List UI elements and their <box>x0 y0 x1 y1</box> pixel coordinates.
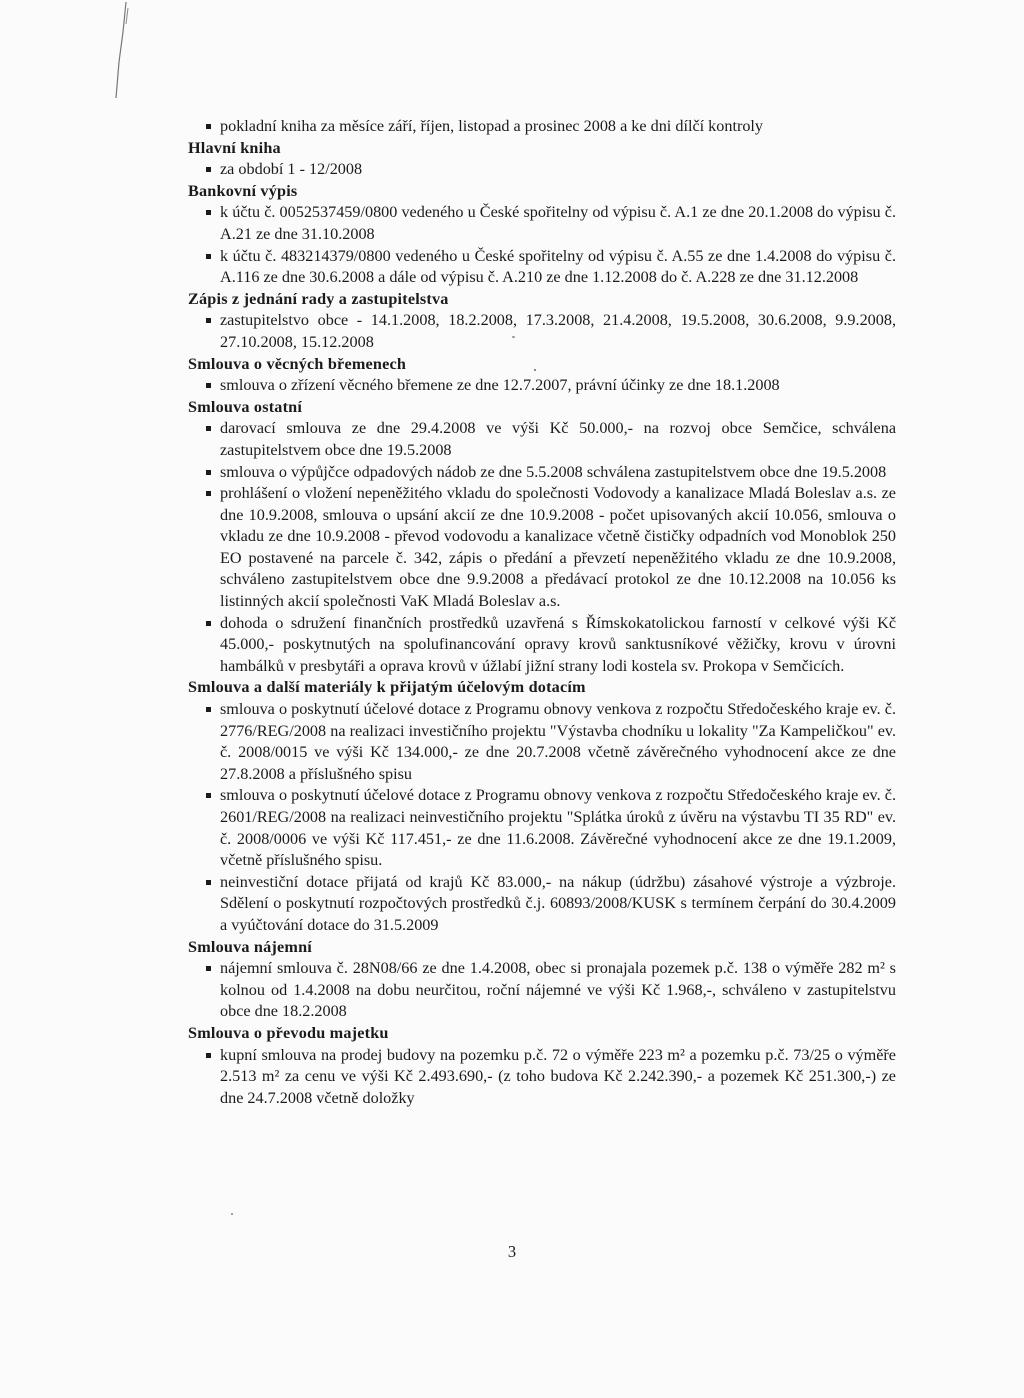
list-item <box>188 116 896 138</box>
list-item-text: prohlášení o vložení nepeněžitého vkladu do společnosti Vodovody a kanalizace Mladá Boleslav a.s. ze dne 10.9.2008, smlouva o upsání akcií ze dne 10.9.2008 - počet upisovaných akcií 10.056, smlouva o vkladu ze dne 10.9.2008 - převod vodovodu a kanalizace včetně čističky odpadních vod Monoblok 250 EO postavené na parcele č. 342, zápis o předání a převzetí nepeněžitého vkladu ze dne 10.9.2008, schváleno zastupitelstvem obce dne 9.9.2008 a předávací protokol ze dne 10.12.2008 na 10.056 ks listinných akcií společnosti VaK Mladá Boleslav a.s. <box>220 484 896 611</box>
list-item <box>188 310 896 353</box>
list-item-text: pokladní kniha za měsíce září, říjen, listopad a prosinec 2008 a ke dni dílčí kontroly <box>220 117 764 135</box>
section <box>188 354 896 397</box>
document-body <box>188 116 896 1109</box>
list-item <box>188 202 896 245</box>
section <box>188 138 896 181</box>
list-item-text: za období 1 - 12/2008 <box>220 160 363 179</box>
list-item <box>188 872 896 937</box>
list-item <box>188 159 896 181</box>
section-heading: Smlouva ostatní <box>188 397 303 416</box>
list-item-text: k účtu č. 483214379/0800 vedeného u České spořitelny od výpisu č. A.55 ze dne 1.4.2008 do výpisu č. A.116 ze dne 30.6.2008 a dále od výpisu č. A.210 ze dne 1.12.2008 do č. A.228 ze dne 31.12.2008 <box>220 246 896 287</box>
section-heading: Zápis z jednání rady a zastupitelstva <box>188 289 449 308</box>
section-heading: Smlouva a další materiály k přijatým účelovým dotacím <box>188 678 586 697</box>
section <box>188 937 896 1023</box>
section-heading: Hlavní kniha <box>188 138 281 157</box>
list-item-text: smlouva o poskytnutí účelové dotace z Programu obnovy venkova z rozpočtu Středočeského kraje ev. č. 2776/REG/2008 na realizaci investičního projektu "Výstavba chodníku u lokality "Za Kampeličkou" ev. č. 2008/0015 ve výši Kč 134.000,- ze dne 20.7.2008 včetně závěrečného vyhodnocení akce ze dne 27.8.2008 a příslušného spisu <box>220 700 896 783</box>
scan-mark <box>114 2 130 98</box>
section <box>188 116 896 138</box>
list-item-text: k účtu č. 0052537459/0800 vedeného u České spořitelny od výpisu č. A.1 ze dne 20.1.2008 do výpisu č. A.21 ze dne 31.10.2008 <box>220 203 896 243</box>
list-item-text: smlouva o výpůjčce odpadových nádob ze dne 5.5.2008 schválena zastupitelstvem obce dne 19.5.2008 <box>220 462 887 481</box>
list-item <box>188 462 896 484</box>
list-item <box>188 699 896 785</box>
section-heading: Bankovní výpis <box>188 181 298 200</box>
list-item-text: darovací smlouva ze dne 29.4.2008 ve výši Kč 50.000,- na rozvoj obce Semčice, schválena zastupitelstvem obce dne 19.5.2008 <box>220 419 896 459</box>
list-item <box>188 375 896 397</box>
page-number: 3 <box>507 1242 517 1261</box>
list-item <box>188 418 896 461</box>
list-item-text: kupní smlouva na prodej budovy na pozemku p.č. 72 o výměře 223 m² a pozemku p.č. 73/25 o výměře 2.513 m² za cenu ve výši Kč 2.493.690,- (z toho budova Kč 2.242.390,- a pozemek Kč 251.300,-) ze dne 24.7.2008 včetně doložky <box>220 1045 896 1107</box>
list-item <box>188 1045 896 1110</box>
section <box>188 1023 896 1109</box>
list-item <box>188 483 896 613</box>
list-item-text: smlouva o zřízení věcného břemene ze dne 12.7.2007, právní účinky ze dne 18.1.2008 <box>220 376 780 395</box>
section-heading: Smlouva o převodu majetku <box>188 1023 389 1042</box>
list-item-text: zastupitelstvo obce - 14.1.2008, 18.2.2008, 17.3.2008, 21.4.2008, 19.5.2008, 30.6.2008, 9.9.2008, 27.10.2008, 15.12.2008 <box>220 311 896 351</box>
list-item <box>188 785 896 871</box>
list-item-text: nájemní smlouva č. 28N08/66 ze dne 1.4.2008, obec si pronajala pozemek p.č. 138 o výměře 282 m² s kolnou od 1.4.2008 na dobu neurčitou, roční nájemné ve výši Kč 1.968,-, schváleno v zastupitelstvu obce dne 18.2.2008 <box>220 959 896 1021</box>
list-item-text: smlouva o poskytnutí účelové dotace z Programu obnovy venkova z rozpočtu Středočeského kraje ev. č. 2601/REG/2008 na realizaci neinvestičního projektu "Splátka úroků z úvěru na výstavbu TI 35 RD" ev. č. 2008/0006 ve výši Kč 117.451,- ze dne 11.6.2008. Závěrečné vyhodnocení akce ze dne 19.1.2009, včetně příslušného spisu. <box>220 786 896 870</box>
section <box>188 397 896 678</box>
section <box>188 677 896 936</box>
list-item <box>188 613 896 678</box>
scan-speck <box>231 1213 233 1215</box>
section-heading: Smlouva o věcných břemenech <box>188 354 407 373</box>
section-heading: Smlouva nájemní <box>188 937 312 956</box>
list-item <box>188 246 896 289</box>
section <box>188 289 896 354</box>
section <box>188 181 896 289</box>
list-item <box>188 958 896 1023</box>
list-item-text: neinvestiční dotace přijatá od krajů Kč 83.000,- na nákup (údržbu) zásahové výstroje a výzbroje. Sdělení o poskytnutí rozpočtových prostředků č.j. 60893/2008/KUSK s termínem čerpání do 30.4.2009 a vyúčtování dotace do 31.5.2009 <box>220 872 896 934</box>
list-item-text: dohoda o sdružení finančních prostředků uzavřená s Římskokatolickou farností v celkové výši Kč 45.000,- poskytnutých na spolufinancování opravy krovů sanktusníkové věžičky, krovu v úrovni hambálků v presbytáři a oprava krovů v úžlabí jižní strany lodi kostela sv. Prokopa v Semčicích. <box>220 613 896 675</box>
